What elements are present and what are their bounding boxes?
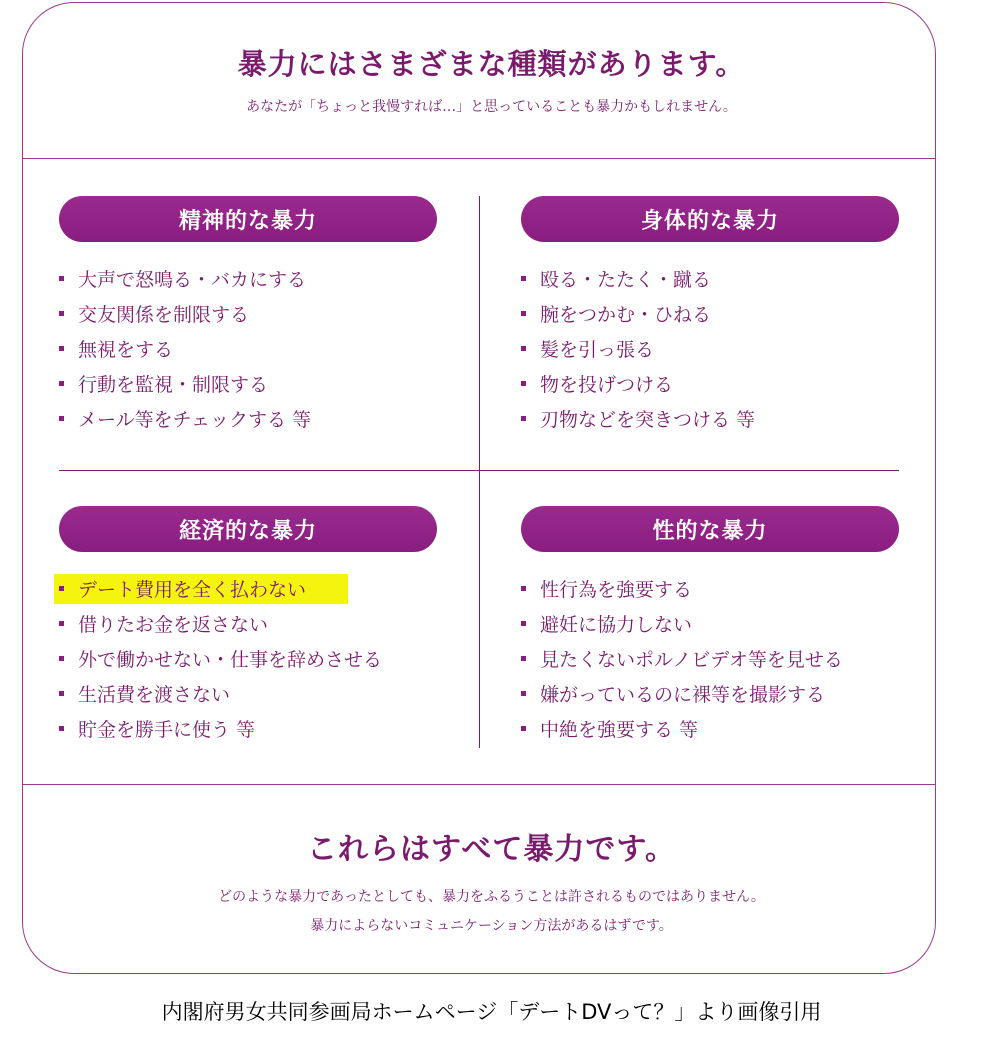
- list-item: メール等をチェックする 等: [59, 406, 311, 441]
- list-mental: [59, 266, 311, 441]
- page-subtitle: あなたが「ちょっと我慢すれば…」と思っていることも暴力かもしれません。: [246, 99, 737, 115]
- list-item: 貯金を勝手に使う 等: [59, 716, 382, 751]
- list-physical: [521, 266, 755, 441]
- list-item: 性行為を強要する: [521, 576, 843, 611]
- bullet-icon: [59, 656, 64, 661]
- footer-line-1: どのような暴力であったとしても、暴力をふるうことは許されるものではありません。: [218, 889, 765, 905]
- list-item: 嫌がっているのに裸等を撮影する: [521, 681, 843, 716]
- list-item: 避妊に協力しない: [521, 611, 843, 646]
- list-item: 大声で怒鳴る・バカにする: [59, 266, 311, 301]
- list-item: 見たくないポルノビデオ等を見せる: [521, 646, 843, 681]
- list-item: 腕をつかむ・ひねる: [521, 301, 755, 336]
- list-item: 生活費を渡さない: [59, 681, 382, 716]
- list-item: 刃物などを突きつける 等: [521, 406, 755, 441]
- section-label-economic: 経済的な暴力: [59, 506, 437, 552]
- image-caption: 内閣府男女共同参画局ホームページ「デートDVって？」より画像引用: [161, 1000, 822, 1024]
- bullet-icon: [521, 416, 526, 421]
- grid-horizontal-divider: [59, 470, 899, 471]
- bullet-icon: [59, 381, 64, 386]
- bullet-icon: [59, 311, 64, 316]
- page-title: 暴力にはさまざまな種類があります。: [237, 47, 746, 81]
- list-item: 殴る・たたく・蹴る: [521, 266, 755, 301]
- list-item: 行動を監視・制限する: [59, 371, 311, 406]
- footer-divider: [22, 784, 936, 785]
- bullet-icon: [59, 346, 64, 351]
- footer-title: これらはすべて暴力です。: [307, 832, 676, 867]
- list-item: 中絶を強要する 等: [521, 716, 843, 751]
- section-label-physical: 身体的な暴力: [521, 196, 899, 242]
- section-label-mental: 精神的な暴力: [59, 196, 437, 242]
- list-item: 無視をする: [59, 336, 311, 371]
- list-item: 外で働かせない・仕事を辞めさせる: [59, 646, 382, 681]
- bullet-icon: [59, 691, 64, 696]
- list-item-highlighted: デート費用を全く払わない: [59, 576, 382, 611]
- section-label-sexual: 性的な暴力: [521, 506, 899, 552]
- list-item: 髪を引っ張る: [521, 336, 755, 371]
- bullet-icon: [521, 586, 526, 591]
- list-item: 物を投げつける: [521, 371, 755, 406]
- bullet-icon: [521, 311, 526, 316]
- bullet-icon: [521, 276, 526, 281]
- bullet-icon: [521, 346, 526, 351]
- bullet-icon: [521, 691, 526, 696]
- header-divider: [22, 158, 936, 159]
- bullet-icon: [59, 621, 64, 626]
- bullet-icon: [521, 381, 526, 386]
- bullet-icon: [59, 416, 64, 421]
- grid-vertical-divider: [479, 196, 480, 748]
- list-item: 借りたお金を返さない: [59, 611, 382, 646]
- list-item: 交友関係を制限する: [59, 301, 311, 336]
- bullet-icon: [59, 276, 64, 281]
- list-sexual: [521, 576, 843, 751]
- list-economic: [59, 576, 382, 751]
- bullet-icon: [521, 656, 526, 661]
- bullet-icon: [59, 586, 64, 591]
- footer-line-2: 暴力によらないコミュニケーション方法があるはずです。: [310, 918, 673, 934]
- bullet-icon: [59, 726, 64, 731]
- bullet-icon: [521, 726, 526, 731]
- bullet-icon: [521, 621, 526, 626]
